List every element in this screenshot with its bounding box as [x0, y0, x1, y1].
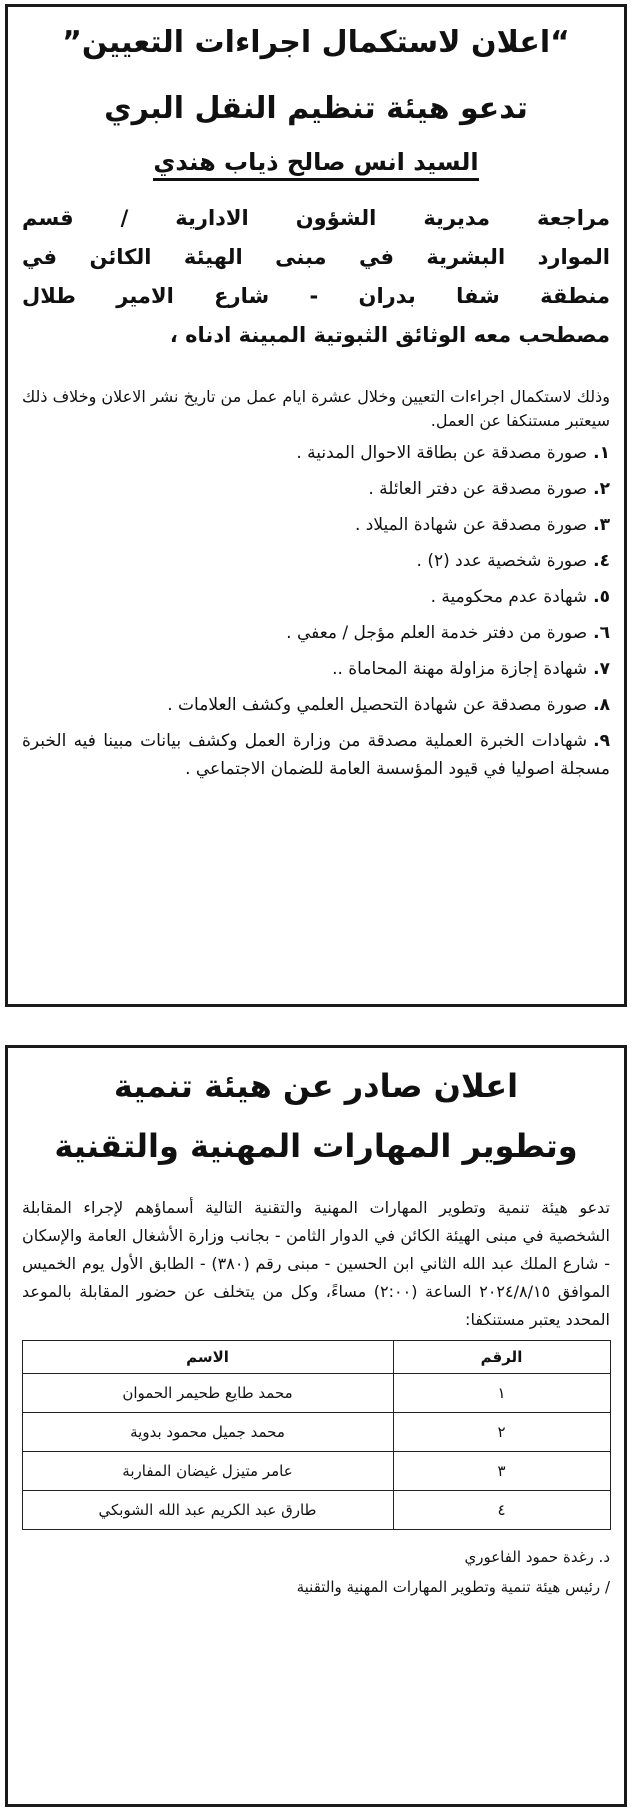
notice-title: [8, 1056, 624, 1176]
lead-line: الموارد البشرية في مبنى الهيئة الكائن في: [22, 245, 610, 269]
item-text: صورة مصدقة عن دفتر العائلة .: [368, 479, 588, 499]
notice-subtitle: تدعو هيئة تنظيم النقل البري: [104, 91, 528, 126]
lead-line: مصطحب معه الوثائق الثبوتية المبينة ادناه ،: [169, 323, 610, 347]
lead-line: مراجعة مديرية الشؤون الادارية / قسم: [22, 206, 610, 230]
item-number: ٤.: [593, 551, 610, 571]
row-number: ٣: [393, 1452, 610, 1491]
row-number: ١: [393, 1374, 610, 1413]
notice-body: تدعو هيئة تنمية وتطوير المهارات المهنية والتقنية التالية أسماؤهم لإجراء المقابلة الشخصية في مبنى الهيئة الكائن في الدوار الثامن - بجانب وزارة الأشغال العامة والإسكان - شارع الملك عبد الله الثاني ابن الحسين - مبنى رقم (٣٨٠) - الطابق الأول يوم الخميس الموافق ٢٠٢٤/٨/١٥ الساعة (٢:٠٠) مساءً، وكل من يتخلف عن حضور المقابلة بالموعد المحدد يعتبر مستنكفا:: [22, 1198, 611, 1329]
item-number: ٦.: [593, 623, 610, 643]
signer-name: د. رغدة حمود الفاعوري: [464, 1548, 610, 1566]
list-item: [22, 439, 610, 467]
header-name: الاسم: [22, 1341, 393, 1374]
item-text: صورة شخصية عدد (٢) .: [416, 551, 588, 571]
candidates-table: [22, 1340, 611, 1530]
list-item: [22, 475, 610, 503]
signer-title: / رئيس هيئة تنمية وتطوير المهارات المهنية والتقنية: [296, 1578, 610, 1596]
requirements-list: [8, 439, 624, 783]
table-row: [22, 1452, 610, 1491]
list-item: [22, 619, 610, 647]
item-number: ٢.: [593, 479, 610, 499]
notice-title-line: وتطوير المهارات المهنية والتقنية: [54, 1127, 578, 1165]
lead-line: منطقة شفا بدران - شارع الامير طلال: [22, 284, 610, 308]
row-name: محمد جميل محمود بدوية: [22, 1413, 393, 1452]
table-row: [22, 1413, 610, 1452]
item-number: ٧.: [593, 659, 610, 679]
item-text: صورة مصدقة عن شهادة الميلاد .: [354, 515, 588, 535]
item-text: صورة من دفتر خدمة العلم مؤجل / معفي .: [286, 623, 588, 643]
item-text: صورة مصدقة عن بطاقة الاحوال المدنية .: [296, 443, 588, 463]
list-item: [22, 655, 610, 683]
list-item: [22, 691, 610, 719]
list-item: [22, 511, 610, 539]
table-row: [22, 1491, 610, 1530]
row-number: ٢: [393, 1413, 610, 1452]
person-name-text: السيد انس صالح ذياب هندي: [153, 148, 478, 181]
row-name: طارق عبد الكريم عبد الله الشوبكي: [22, 1491, 393, 1530]
item-text: شهادات الخبرة العملية مصدقة من وزارة العمل وكشف بيانات مبينا فيه الخبرة مسجلة اصوليا في قيود المؤسسة العامة للضمان الاجتماعي .: [22, 731, 610, 779]
row-name: عامر متيزل غيضان المفاربة: [22, 1452, 393, 1491]
list-item: [22, 583, 610, 611]
item-text: شهادة إجازة مزاولة مهنة المحاماة ..: [332, 659, 588, 679]
row-name: محمد طايع طحيمر الحموان: [22, 1374, 393, 1413]
row-number: ٤: [393, 1491, 610, 1530]
notice-title: “اعلان لاستكمال اجراءات التعيين”: [62, 25, 570, 60]
item-number: ١.: [593, 443, 610, 463]
list-item: [22, 547, 610, 575]
item-number: ٣.: [593, 515, 610, 535]
notice-lead: [8, 199, 624, 355]
item-number: ٥.: [593, 587, 610, 607]
list-item: [22, 727, 610, 783]
item-number: ٩.: [593, 731, 610, 751]
notice-title-line: اعلان صادر عن هيئة تنمية: [113, 1067, 519, 1105]
appointment-notice: [5, 4, 627, 1007]
item-text: صورة مصدقة عن شهادة التحصيل العلمي وكشف العلامات .: [167, 695, 588, 715]
item-number: ٨.: [593, 695, 610, 715]
header-number: الرقم: [393, 1341, 610, 1374]
notice-body: وذلك لاستكمال اجراءات التعيين وخلال عشرة ايام عمل من تاريخ نشر الاعلان وخلاف ذلك سيعتبر مستنكفا عن العمل.: [22, 387, 610, 430]
table-row: [22, 1374, 610, 1413]
interview-notice: [5, 1045, 627, 1807]
table-header-row: [22, 1341, 610, 1374]
item-text: شهادة عدم محكومية .: [430, 587, 588, 607]
person-name: [8, 145, 624, 179]
signature-block: [8, 1542, 624, 1602]
